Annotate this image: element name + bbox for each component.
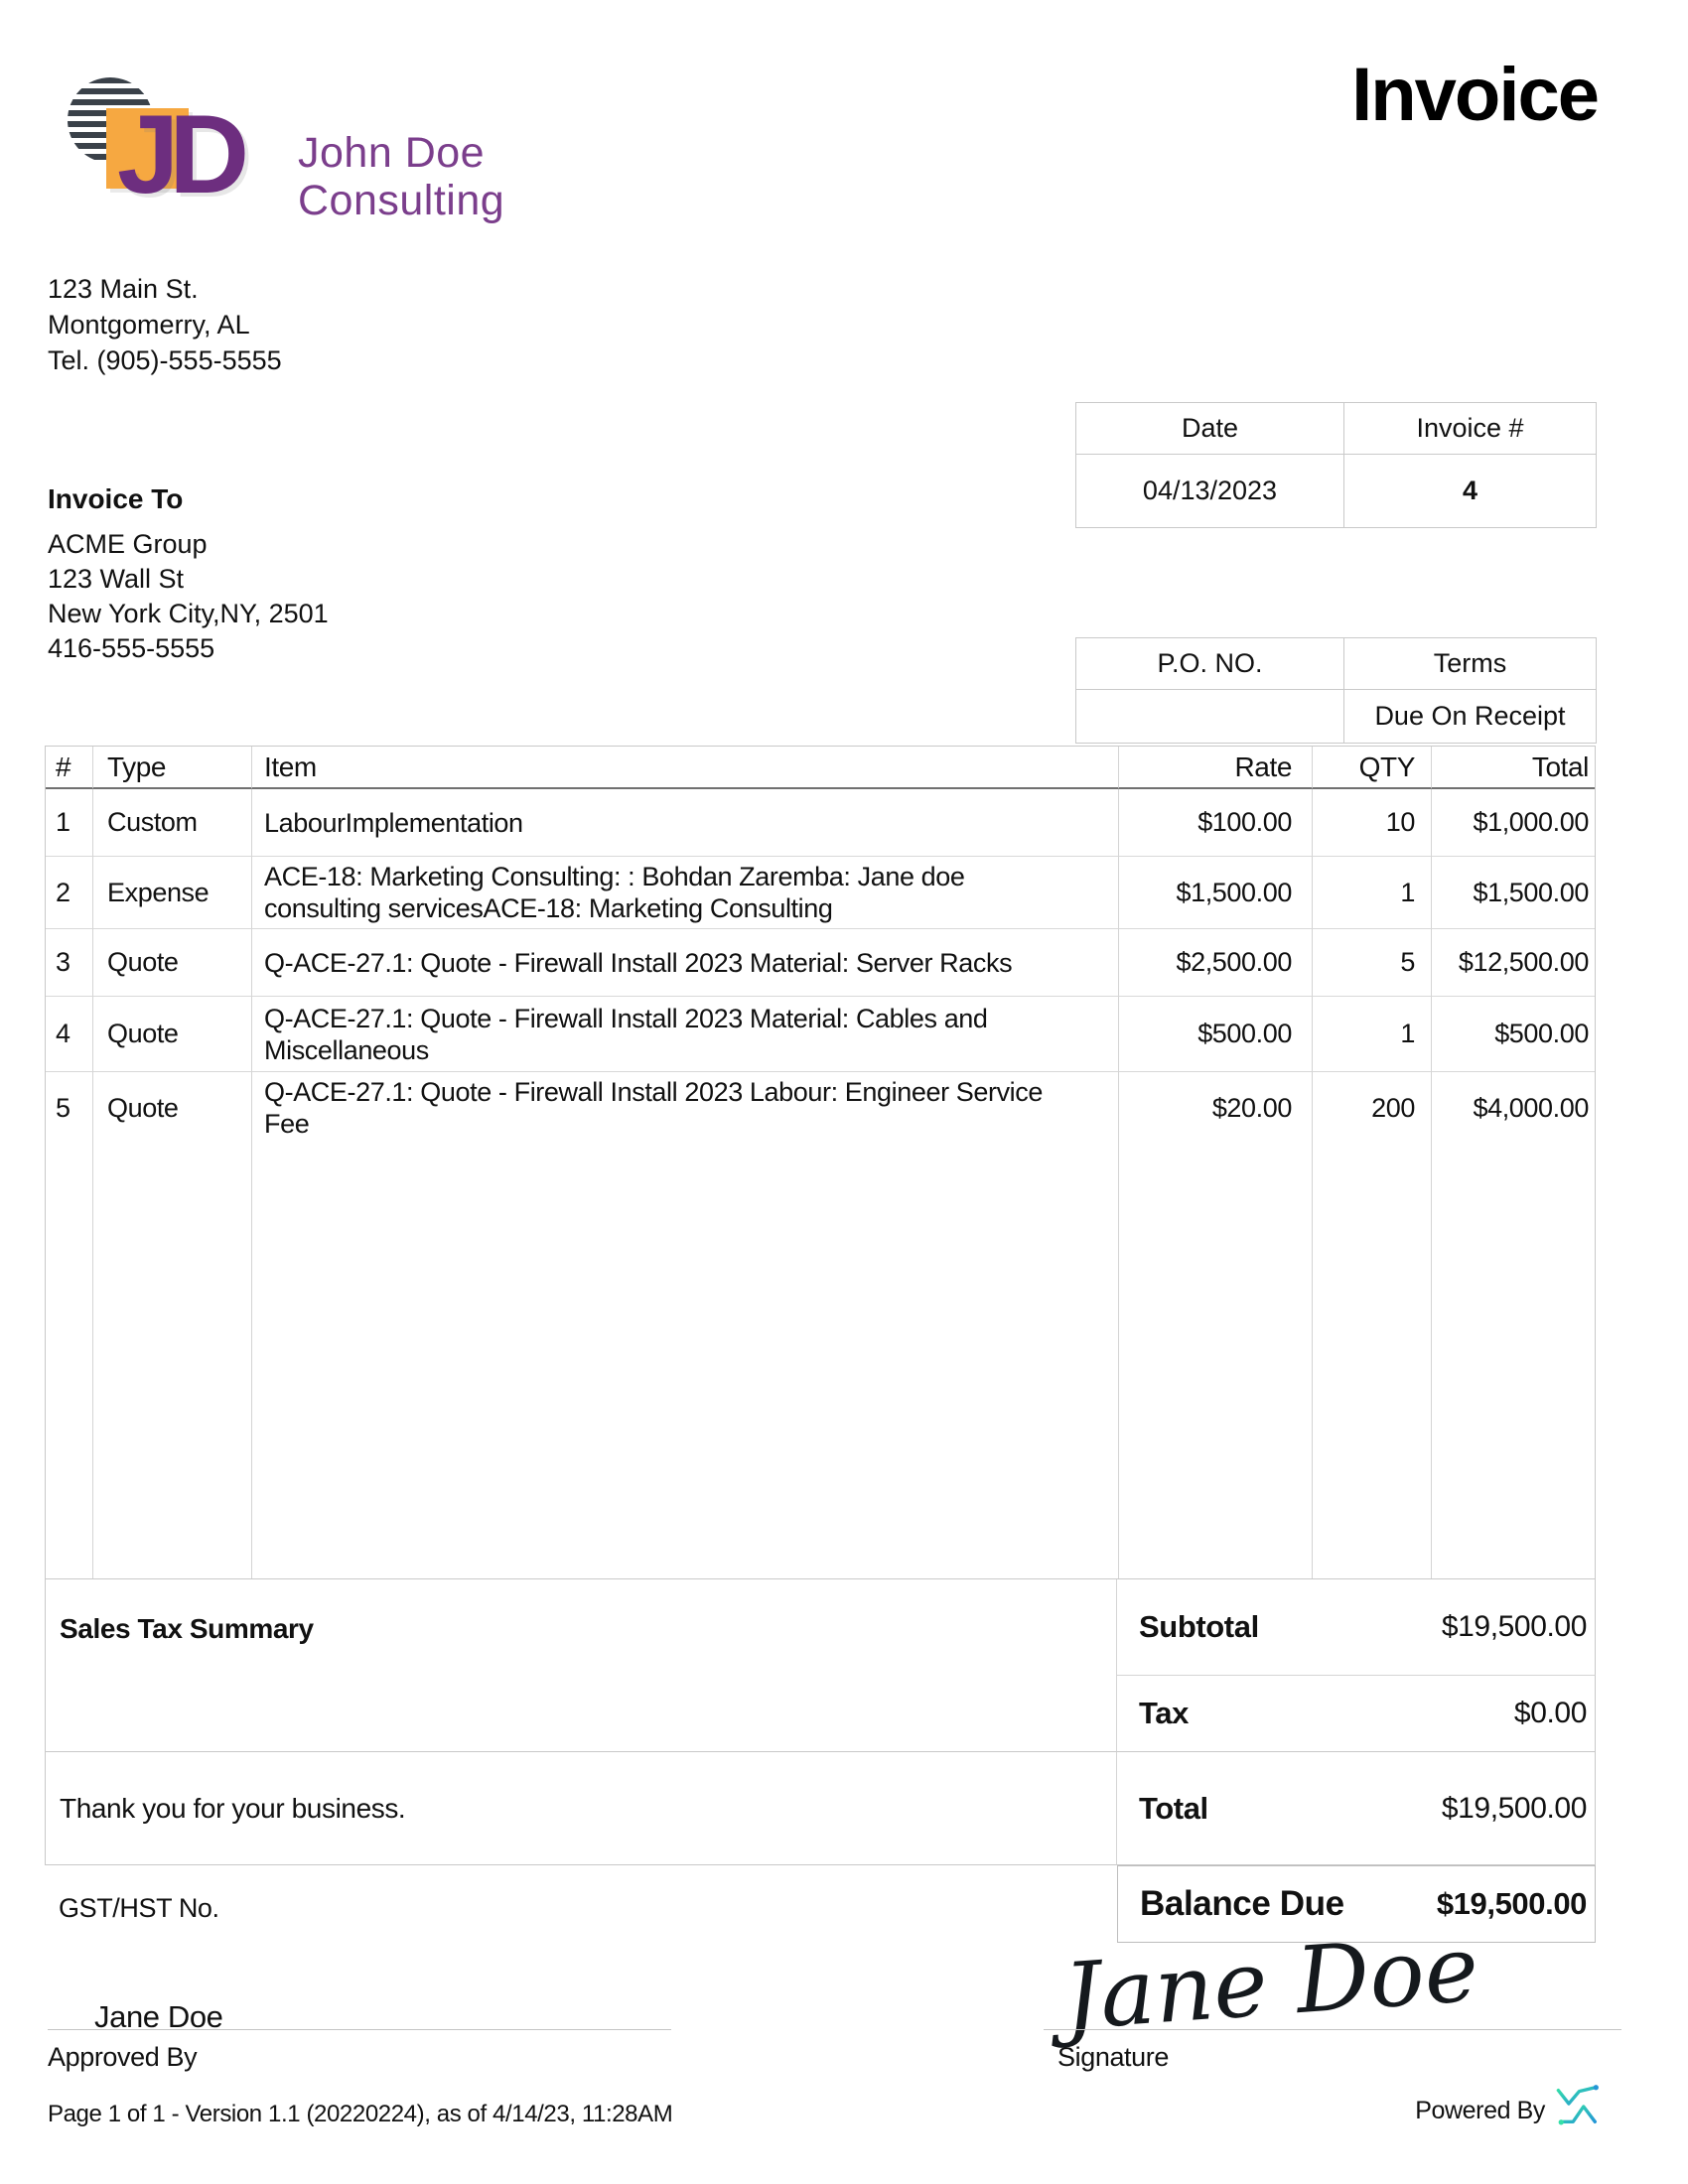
filler-cell: [1119, 1144, 1313, 1578]
filler-cell: [46, 1144, 93, 1578]
logo-monogram: JD: [117, 92, 240, 216]
invoice-to-address2: New York City,NY, 2501: [48, 599, 329, 628]
table-row-4-qty: 1: [1313, 997, 1432, 1072]
thank-you-note: Thank you for your business.: [45, 1752, 1117, 1865]
table-row-2-qty: 1: [1313, 857, 1432, 929]
company-address-line1: 123 Main St.: [48, 274, 199, 304]
table-row-1-total: $1,000.00: [1432, 789, 1595, 857]
page-title: Invoice: [1351, 53, 1598, 137]
company-name-line1: John Doe: [298, 129, 486, 177]
col-header-num: #: [46, 747, 93, 789]
subtotal-label: Subtotal: [1139, 1609, 1259, 1644]
invoice-to-phone: 416-555-5555: [48, 633, 215, 663]
table-row-1-num: 1: [46, 789, 93, 857]
date-invoice-table: [1075, 402, 1597, 528]
terms-label: Terms: [1344, 638, 1596, 690]
handwritten-signature: Jane Doe: [1059, 1915, 1482, 2051]
approved-by-label: Approved By: [48, 2042, 198, 2072]
company-address-line2: Montgomerry, AL: [48, 310, 250, 340]
table-row-4-total: $500.00: [1432, 997, 1595, 1072]
filler-cell: [1432, 1144, 1595, 1578]
tax-row: [1117, 1676, 1596, 1752]
tax-value: $0.00: [1513, 1697, 1587, 1729]
table-row-5-total: $4,000.00: [1473, 1092, 1589, 1123]
total-label: Total: [1139, 1790, 1208, 1826]
table-row-5-rate: $20.00: [1119, 1072, 1313, 1144]
table-row-2-item: ACE-18: Marketing Consulting: : Bohdan Zaremba: Jane doe consulting servicesACE-18: Marketing Consulting: [252, 857, 1119, 929]
po-terms-table: [1075, 637, 1597, 744]
subtotal-row: [1117, 1579, 1596, 1676]
filler-cell: [252, 1144, 1119, 1578]
filler-cell: [1313, 1144, 1432, 1578]
table-row-3-item: Q-ACE-27.1: Quote - Firewall Install 2023 Material: Server Racks: [252, 929, 1119, 997]
invoice-number-label: Invoice #: [1344, 403, 1596, 455]
col-header-item: Item: [252, 747, 1119, 789]
company-address: [48, 271, 282, 378]
po-value: [1076, 690, 1344, 743]
invoice-to-name: ACME Group: [48, 529, 208, 559]
table-row-5-num: 5: [46, 1072, 93, 1144]
company-name-line2: Consulting: [298, 177, 505, 224]
table-row-4-item: Q-ACE-27.1: Quote - Firewall Install 2023 Material: Cables and Miscellaneous: [252, 997, 1119, 1072]
po-label: P.O. NO.: [1076, 638, 1344, 690]
items-table: [45, 746, 1596, 1579]
invoice-number-value: 4: [1462, 476, 1478, 505]
table-row-3-rate: $2,500.00: [1119, 929, 1313, 997]
table-row-3-num: 3: [46, 929, 93, 997]
invoice-to-address1: 123 Wall St: [48, 564, 185, 594]
table-row-4-rate: $500.00: [1119, 997, 1313, 1072]
total-row: [1117, 1752, 1596, 1865]
table-row-1-qty: 10: [1313, 789, 1432, 857]
approved-by-name: Jane Doe: [94, 1999, 223, 2034]
gst-hst-label: GST/HST No.: [59, 1892, 219, 1923]
tax-label: Tax: [1139, 1696, 1189, 1730]
page-version-info: Page 1 of 1 - Version 1.1 (20220224), as of 4/14/23, 11:28AM: [48, 2101, 673, 2127]
table-row-5-type: Quote: [93, 1072, 252, 1144]
table-row-2-total: $1,500.00: [1432, 857, 1595, 929]
signature-label: Signature: [1057, 2042, 1169, 2072]
table-row-2-type: Expense: [93, 857, 252, 929]
balance-due-label: Balance Due: [1140, 1884, 1344, 1923]
total-value: $19,500.00: [1441, 1791, 1587, 1825]
date-value: 04/13/2023: [1076, 455, 1344, 527]
col-header-rate: Rate: [1119, 747, 1313, 789]
invoice-to-label: Invoice To: [48, 483, 184, 514]
table-row-4-type: Quote: [93, 997, 252, 1072]
col-header-qty: QTY: [1313, 747, 1432, 789]
table-row-4-num: 4: [46, 997, 93, 1072]
col-header-type: Type: [93, 747, 252, 789]
col-header-total: Total: [1432, 747, 1595, 789]
table-row-5-item: Q-ACE-27.1: Quote - Firewall Install 2023 Labour: Engineer Service Fee: [252, 1072, 1119, 1144]
approved-by-line: [48, 2029, 671, 2030]
table-row-1-item: LabourImplementation: [252, 789, 1119, 857]
table-row-2-num: 2: [46, 857, 93, 929]
subtotal-value: $19,500.00: [1441, 1610, 1587, 1643]
table-row-1-type: Custom: [93, 789, 252, 857]
powered-by-label: Powered By: [1415, 2097, 1545, 2124]
signature-line: [1044, 2029, 1621, 2030]
summary-section: [45, 1579, 1596, 1951]
table-row-5-qty: 200: [1313, 1072, 1432, 1144]
balance-due-value: $19,500.00: [1436, 1886, 1587, 1921]
company-address-line3: Tel. (905)-555-5555: [48, 345, 282, 375]
terms-value: Due On Receipt: [1374, 701, 1566, 731]
table-row-1-rate: $100.00: [1119, 789, 1313, 857]
filler-cell: [93, 1144, 252, 1578]
date-label: Date: [1076, 403, 1344, 455]
powered-by-logo-icon: [1555, 2079, 1603, 2132]
company-name: [298, 129, 504, 224]
table-row-2-rate: $1,500.00: [1119, 857, 1313, 929]
table-row-3-total: $12,500.00: [1432, 929, 1595, 997]
invoice-to-block: [48, 527, 329, 666]
table-row-3-qty: 5: [1313, 929, 1432, 997]
sales-tax-summary-label: Sales Tax Summary: [45, 1579, 1117, 1752]
table-row-3-type: Quote: [93, 929, 252, 997]
